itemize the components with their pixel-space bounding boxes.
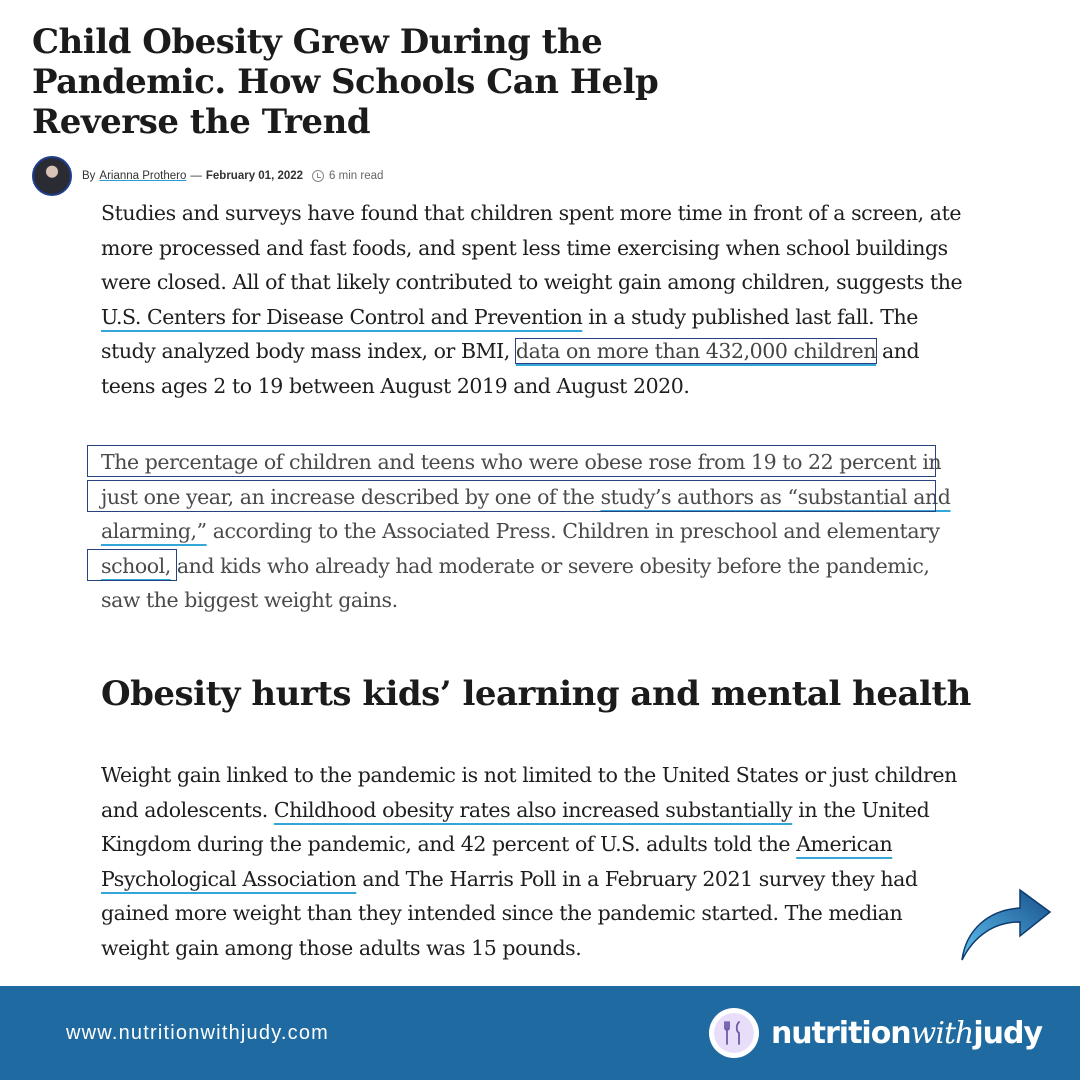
read-time: 6 min read [329, 170, 384, 182]
paragraph-text: and teens ages 2 to 19 between August 2019 and August 2020. [101, 339, 920, 398]
brand-part-2: with [910, 1015, 974, 1051]
paragraph-text: The percentage of children and teens who were obese rose from 19 to 22 percent in just one year, an increase described by one of the [101, 450, 942, 509]
date-separator: — [190, 170, 202, 182]
brand-part-3: judy [973, 1015, 1042, 1051]
section-heading: Obesity hurts kids’ learning and mental health [101, 674, 971, 714]
brand-name [771, 1016, 1042, 1051]
clock-icon [312, 170, 324, 182]
brand-logo [709, 1008, 1042, 1058]
paragraph-text: according to the Associated Press. Children in preschool and elementary [206, 519, 940, 543]
article-title: Child Obesity Grew During the Pandemic. How Schools Can Help Reverse the Trend [32, 22, 659, 142]
brand-part-1: nutrition [770, 1015, 911, 1051]
paragraph-2 [101, 445, 971, 618]
study-authors-link[interactable]: study’s authors as “substantial and alarming,” [101, 484, 951, 543]
paragraph-text: in the United Kingdom during the pandemic, and 42 percent of U.S. adults told the [101, 797, 930, 856]
paragraph-text: and kids who already had moderate or severe obesity before the pandemic, saw the biggest weight gains. [101, 553, 930, 612]
fork-knife-icon [709, 1008, 759, 1058]
apa-link[interactable]: American Psychological Association [101, 832, 893, 891]
author-link[interactable]: Arianna Prothero [99, 170, 187, 182]
footer-bar [0, 986, 1080, 1080]
curved-arrow-right-icon[interactable] [958, 882, 1054, 966]
paragraph-text: and The Harris Poll in a February 2021 survey they had gained more weight than they intended since the pandemic started. The median weight gain among those adults was 15 pounds. [101, 866, 918, 960]
school-link[interactable]: school, [101, 553, 171, 578]
paragraph-text: in a study published last fall. The study analyzed body mass index, or BMI, [101, 304, 918, 363]
publish-date: February 01, 2022 [205, 170, 304, 182]
paragraph-text: Studies and surveys have found that children spent more time in front of a screen, ate more processed and fast foods, and spent less time exercising when school buildings were closed. All of that likely contributed to weight gain among children, suggests the [101, 201, 963, 294]
author-avatar [32, 156, 72, 196]
paragraph-text: Weight gain linked to the pandemic is not limited to the United States or just children and adolescents. [101, 763, 957, 822]
data-link[interactable]: data on more than 432,000 children [515, 339, 876, 363]
website-url[interactable]: www.nutritionwithjudy.com [66, 1021, 330, 1044]
byline-prefix: By [82, 170, 96, 182]
paragraph-3 [101, 758, 971, 965]
byline [32, 156, 383, 196]
uk-obesity-link[interactable]: Childhood obesity rates also increased substantially [273, 797, 793, 822]
paragraph-1 [101, 196, 971, 403]
cdc-link[interactable]: U.S. Centers for Disease Control and Prevention [101, 304, 583, 329]
